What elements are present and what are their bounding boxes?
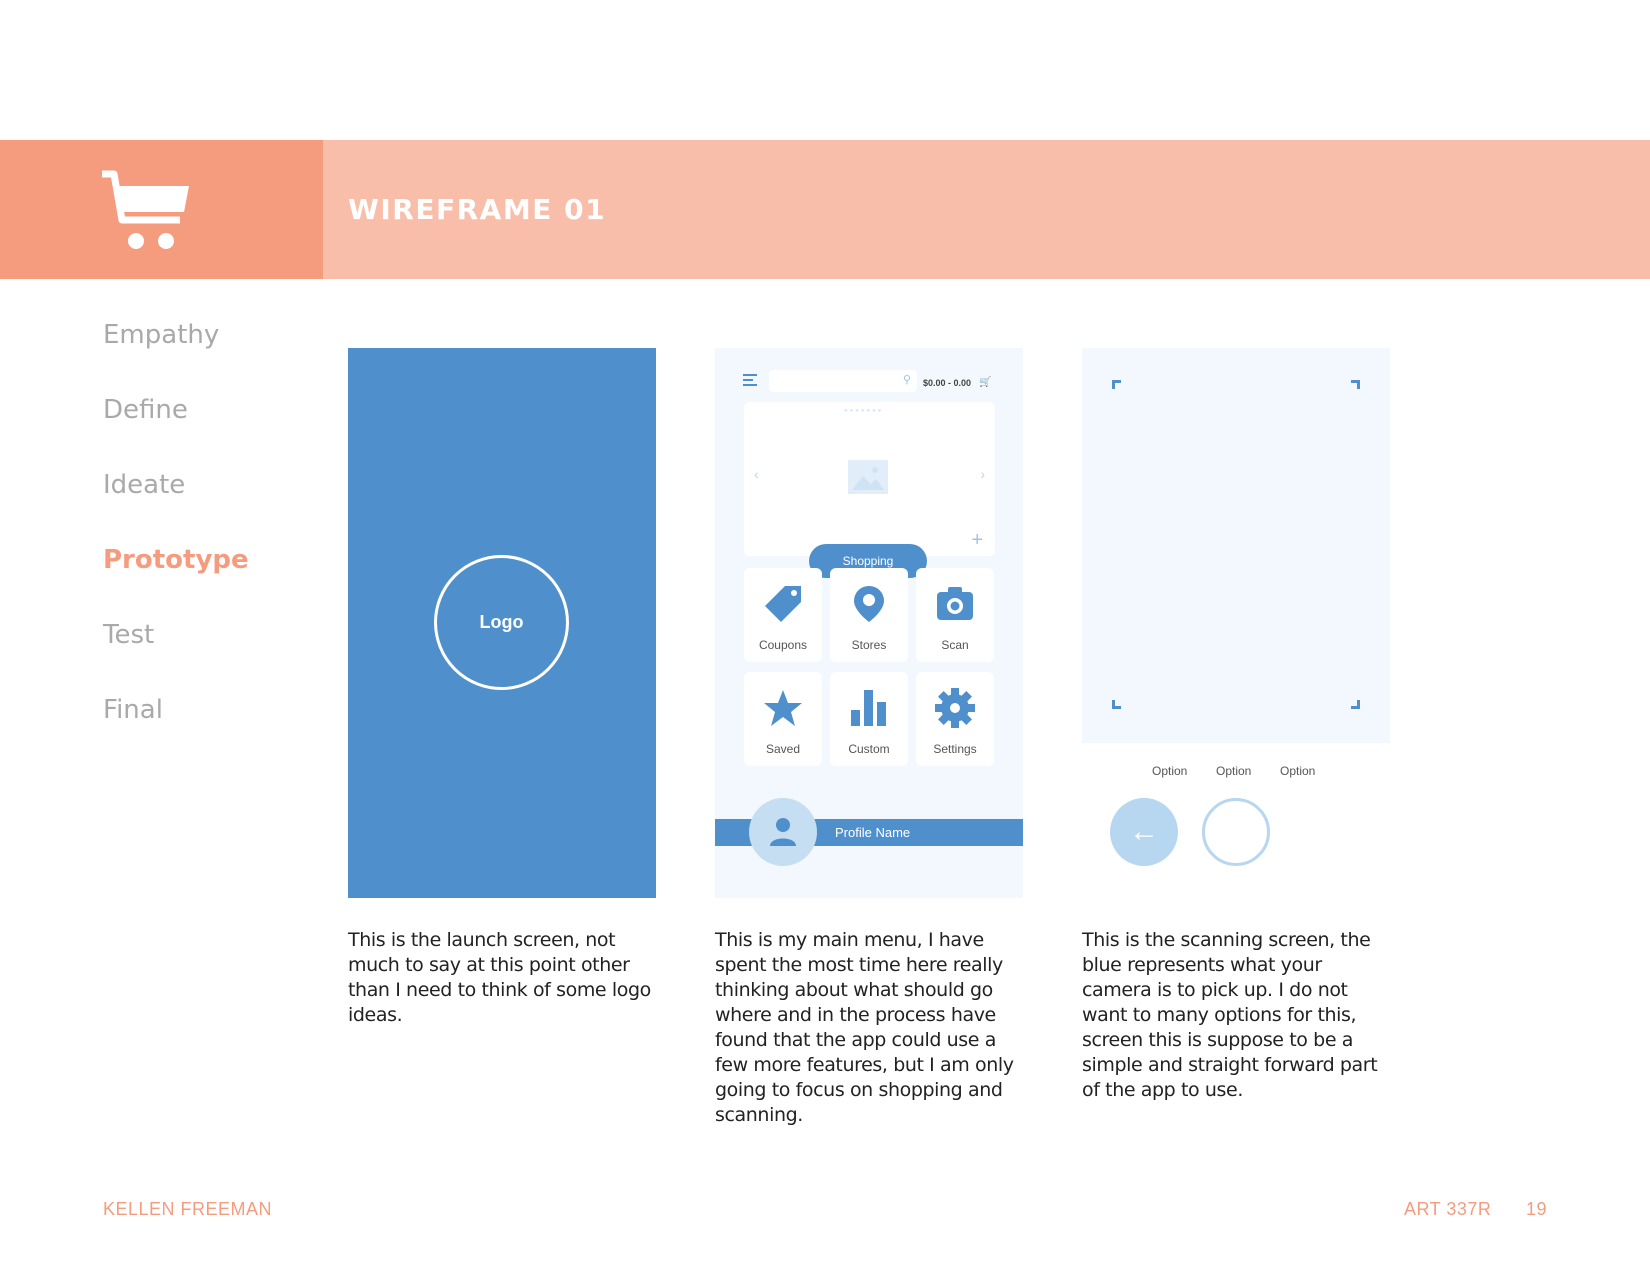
star-icon — [763, 688, 803, 728]
nav-item-final[interactable]: Final — [103, 695, 163, 725]
search-input — [769, 370, 917, 392]
nav-item-prototype[interactable]: Prototype — [103, 545, 249, 575]
search-icon: ⚲ — [902, 374, 911, 386]
scan-screen-wireframe — [1082, 348, 1390, 898]
scan-option: Option — [1216, 764, 1252, 778]
nav-item-test[interactable]: Test — [103, 620, 155, 650]
profile-name: Profile Name — [835, 825, 911, 840]
course-code: ART 337R — [1404, 1199, 1492, 1219]
cart-total: $0.00 - 0.00 — [923, 378, 972, 388]
saved-tile — [744, 672, 822, 766]
tile-label: Custom — [848, 742, 890, 756]
scan-option: Option — [1152, 764, 1188, 778]
tile-label: Stores — [851, 638, 887, 652]
nav-item-define[interactable]: Define — [103, 395, 188, 425]
bar-chart-icon — [849, 688, 889, 728]
author-name: KELLEN FREEMAN — [103, 1199, 273, 1219]
shopping-cart-icon — [100, 170, 192, 252]
map-pin-icon — [849, 584, 889, 624]
scan-caption: This is the scanning screen, the blue represents what your camera is to pick up. I do not want to many options for this, screen this is suppose to be a simple and straight forward part of the app to use. — [1082, 929, 1378, 1101]
hamburger-menu-icon — [743, 374, 757, 389]
launch-caption: This is the launch screen, not much to say at this point other than I need to think of some logo ideas. — [348, 929, 651, 1026]
shutter-button — [1202, 798, 1270, 866]
viewfinder-corner — [1351, 700, 1360, 709]
tile-label: Settings — [933, 742, 977, 756]
gear-icon — [935, 688, 975, 728]
cart-icon: 🛒 — [979, 377, 992, 388]
chevron-right-icon: › — [980, 466, 985, 482]
avatar — [749, 798, 817, 866]
custom-tile — [830, 672, 908, 766]
plus-icon: + — [971, 529, 983, 551]
launch-screen-wireframe — [348, 348, 656, 898]
menu-caption: This is my main menu, I have spent the most time here really thinking about what should go where and in the process have found that the app could use a few more features, but I am only going to focus on shopping and scanning. — [715, 929, 1014, 1126]
settings-tile — [916, 672, 994, 766]
nav-item-empathy[interactable]: Empathy — [103, 320, 220, 350]
tile-label: Saved — [765, 742, 801, 756]
tag-icon — [763, 584, 803, 624]
shopping-button: Shopping — [809, 544, 927, 578]
scan-tile — [916, 568, 994, 662]
viewfinder-corner — [1112, 380, 1121, 389]
viewfinder-corner — [1112, 700, 1121, 709]
chevron-left-icon: ‹ — [754, 466, 759, 482]
camera-icon — [935, 584, 975, 624]
scan-option: Option — [1280, 764, 1316, 778]
tile-label: Scan — [941, 638, 969, 652]
user-icon — [769, 816, 797, 846]
image-placeholder-icon — [848, 460, 888, 494]
tile-label: Coupons — [758, 638, 808, 652]
page-number: 19 — [1526, 1199, 1548, 1219]
carousel-dots: ●●●●●●● — [844, 408, 884, 414]
viewfinder-corner — [1351, 380, 1360, 389]
coupons-tile — [744, 568, 822, 662]
back-arrow-icon: ← — [1110, 798, 1178, 866]
page-title: WIREFRAME 01 — [348, 193, 607, 226]
stores-tile — [830, 568, 908, 662]
main-menu-wireframe — [715, 348, 1023, 898]
logo-placeholder: Logo — [434, 555, 569, 690]
nav-item-ideate[interactable]: Ideate — [103, 470, 186, 500]
image-carousel — [744, 402, 995, 556]
camera-viewfinder — [1082, 348, 1390, 743]
